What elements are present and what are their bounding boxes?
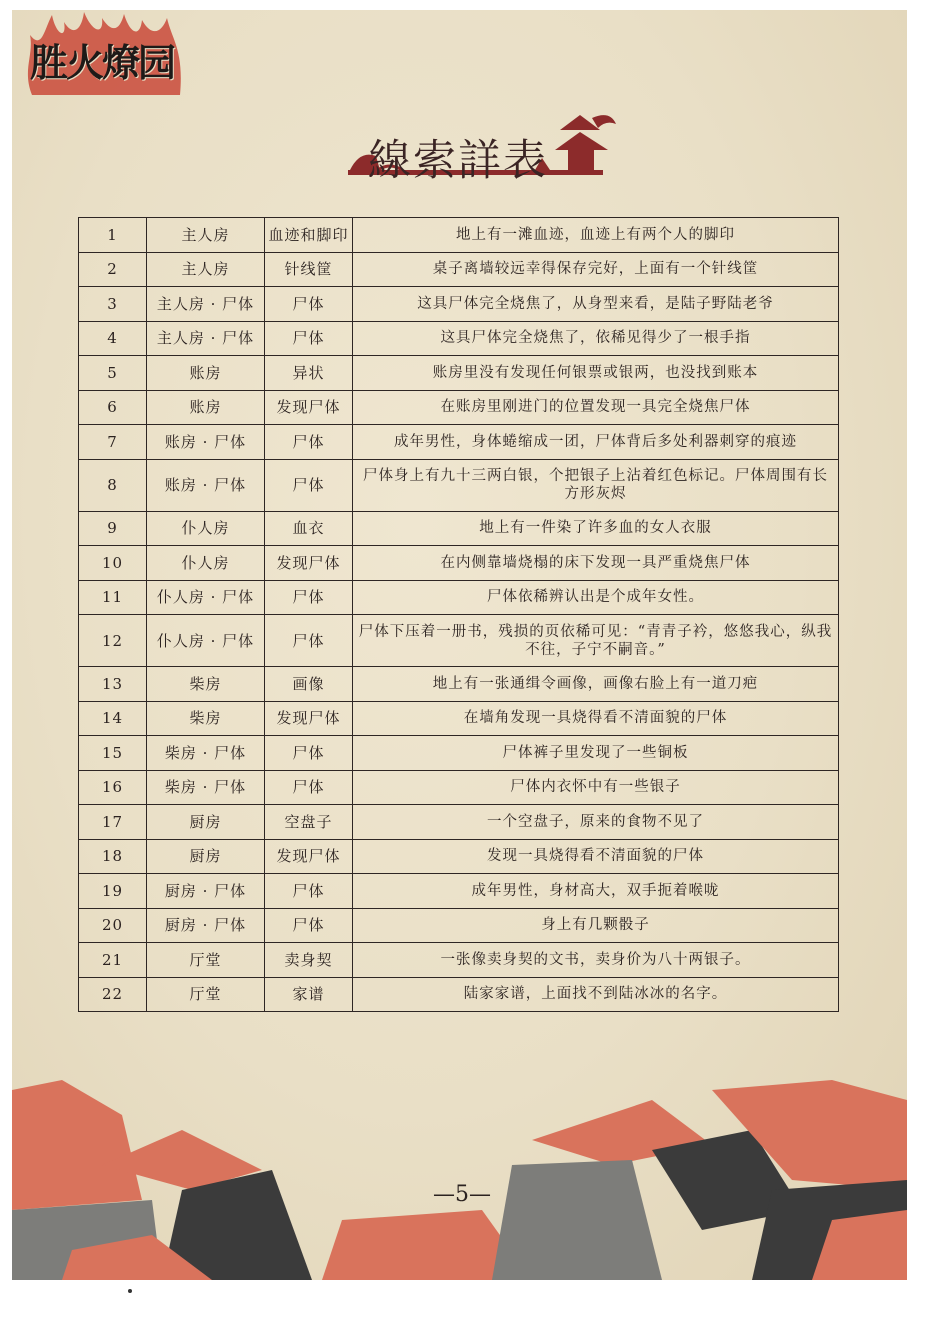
clue-description-cell: 成年男性，身材高大，双手扼着喉咙: [353, 874, 839, 909]
roof-silhouettes: [12, 1070, 907, 1280]
clue-id-cell: 4: [79, 321, 147, 356]
clue-description-cell: 发现一具烧得看不清面貌的尸体: [353, 839, 839, 874]
clue-description-cell: 地上有一件染了许多血的女人衣服: [353, 511, 839, 546]
page-number: —5—: [433, 1182, 491, 1207]
clue-description-cell: 一张像卖身契的文书，卖身价为八十两银子。: [353, 943, 839, 978]
clue-description-cell: 账房里没有发现任何银票或银两，也没找到账本: [353, 356, 839, 391]
clue-id-cell: 17: [79, 805, 147, 840]
clue-location-cell: 柴房 · 尸体: [147, 770, 265, 805]
clue-table: [78, 217, 839, 1012]
clue-id-cell: 10: [79, 546, 147, 581]
clue-location-cell: 厅堂: [147, 943, 265, 978]
clue-location-cell: 主人房: [147, 252, 265, 287]
clue-item-cell: 发现尸体: [265, 390, 353, 425]
clue-description-cell: 这具尸体完全烧焦了，从身型来看，是陆子野陆老爷: [353, 287, 839, 322]
clue-row: [79, 615, 839, 667]
clue-item-cell: 尸体: [265, 287, 353, 322]
clue-item-cell: 尸体: [265, 736, 353, 771]
clue-id-cell: 21: [79, 943, 147, 978]
clue-item-cell: 尸体: [265, 459, 353, 511]
clue-item-cell: 卖身契: [265, 943, 353, 978]
clue-row: [79, 252, 839, 287]
clue-location-cell: 厨房: [147, 839, 265, 874]
clue-description-cell: 这具尸体完全烧焦了，依稀见得少了一根手指: [353, 321, 839, 356]
clue-row: [79, 943, 839, 978]
clue-id-cell: 12: [79, 615, 147, 667]
clue-table-body: [79, 218, 839, 1012]
clue-id-cell: 9: [79, 511, 147, 546]
clue-description-cell: 尸体下压着一册书，残损的页依稀可见：“青青子衿，悠悠我心，纵我不往，子宁不嗣音。”: [353, 615, 839, 667]
clue-location-cell: 仆人房: [147, 546, 265, 581]
clue-id-cell: 13: [79, 667, 147, 702]
clue-id-cell: 15: [79, 736, 147, 771]
clue-row: [79, 321, 839, 356]
clue-description-cell: 尸体裤子里发现了一些铜板: [353, 736, 839, 771]
clue-row: [79, 218, 839, 253]
clue-item-cell: 尸体: [265, 615, 353, 667]
clue-row: [79, 667, 839, 702]
clue-description-cell: 地上有一滩血迹，血迹上有两个人的脚印: [353, 218, 839, 253]
clue-item-cell: 尸体: [265, 770, 353, 805]
page-paper: [12, 10, 907, 1280]
clue-row: [79, 459, 839, 511]
clue-row: [79, 511, 839, 546]
clue-description-cell: 在墙角发现一具烧得看不清面貌的尸体: [353, 701, 839, 736]
clue-row: [79, 874, 839, 909]
clue-location-cell: 主人房 · 尸体: [147, 321, 265, 356]
clue-description-cell: 在账房里刚进门的位置发现一具完全烧焦尸体: [353, 390, 839, 425]
clue-item-cell: 尸体: [265, 874, 353, 909]
clue-id-cell: 16: [79, 770, 147, 805]
clue-row: [79, 356, 839, 391]
clue-item-cell: 家谱: [265, 977, 353, 1012]
clue-row: [79, 908, 839, 943]
clue-id-cell: 8: [79, 459, 147, 511]
clue-id-cell: 6: [79, 390, 147, 425]
clue-location-cell: 厨房 · 尸体: [147, 908, 265, 943]
clue-id-cell: 18: [79, 839, 147, 874]
clue-description-cell: 在内侧靠墙烧榻的床下发现一具严重烧焦尸体: [353, 546, 839, 581]
clue-item-cell: 血迹和脚印: [265, 218, 353, 253]
clue-row: [79, 287, 839, 322]
clue-item-cell: 发现尸体: [265, 546, 353, 581]
clue-location-cell: 厨房: [147, 805, 265, 840]
clue-id-cell: 14: [79, 701, 147, 736]
scan-speck: [128, 1289, 132, 1293]
clue-item-cell: 针线筐: [265, 252, 353, 287]
clue-item-cell: 异状: [265, 356, 353, 391]
clue-description-cell: 成年男性，身体蜷缩成一团，尸体背后多处利器刺穿的痕迹: [353, 425, 839, 460]
clue-description-cell: 桌子离墙较远幸得保存完好，上面有一个针线筐: [353, 252, 839, 287]
clue-location-cell: 账房 · 尸体: [147, 459, 265, 511]
clue-item-cell: 空盘子: [265, 805, 353, 840]
clue-id-cell: 3: [79, 287, 147, 322]
clue-row: [79, 390, 839, 425]
clue-item-cell: 发现尸体: [265, 701, 353, 736]
clue-row: [79, 805, 839, 840]
clue-item-cell: 画像: [265, 667, 353, 702]
clue-item-cell: 血衣: [265, 511, 353, 546]
clue-row: [79, 546, 839, 581]
clue-row: [79, 977, 839, 1012]
clue-location-cell: 柴房: [147, 667, 265, 702]
clue-row: [79, 425, 839, 460]
clue-item-cell: 尸体: [265, 908, 353, 943]
clue-location-cell: 主人房 · 尸体: [147, 287, 265, 322]
clue-id-cell: 1: [79, 218, 147, 253]
clue-item-cell: 尸体: [265, 425, 353, 460]
clue-description-cell: 地上有一张通缉令画像，画像右脸上有一道刀疤: [353, 667, 839, 702]
clue-row: [79, 701, 839, 736]
clue-row: [79, 580, 839, 615]
clue-item-cell: 发现尸体: [265, 839, 353, 874]
clue-id-cell: 2: [79, 252, 147, 287]
clue-id-cell: 20: [79, 908, 147, 943]
clue-location-cell: 账房 · 尸体: [147, 425, 265, 460]
clue-id-cell: 11: [79, 580, 147, 615]
clue-location-cell: 仆人房 · 尸体: [147, 615, 265, 667]
clue-location-cell: 柴房 · 尸体: [147, 736, 265, 771]
page-title: 線索詳表: [368, 136, 548, 186]
clue-location-cell: 柴房: [147, 701, 265, 736]
clue-item-cell: 尸体: [265, 580, 353, 615]
clue-location-cell: 厨房 · 尸体: [147, 874, 265, 909]
clue-row: [79, 736, 839, 771]
clue-description-cell: 尸体依稀辨认出是个成年女性。: [353, 580, 839, 615]
clue-location-cell: 仆人房 · 尸体: [147, 580, 265, 615]
clue-id-cell: 22: [79, 977, 147, 1012]
clue-item-cell: 尸体: [265, 321, 353, 356]
clue-description-cell: 身上有几颗骰子: [353, 908, 839, 943]
clue-description-cell: 一个空盘子，原来的食物不见了: [353, 805, 839, 840]
clue-id-cell: 5: [79, 356, 147, 391]
clue-description-cell: 陆家家谱，上面找不到陆冰冰的名字。: [353, 977, 839, 1012]
clue-id-cell: 7: [79, 425, 147, 460]
clue-row: [79, 770, 839, 805]
clue-row: [79, 839, 839, 874]
clue-location-cell: 仆人房: [147, 511, 265, 546]
clue-description-cell: 尸体身上有九十三两白银，个把银子上沾着红色标记。尸体周围有长方形灰烬: [353, 459, 839, 511]
clue-location-cell: 账房: [147, 390, 265, 425]
brand-logo-text: 胜火燎园: [30, 40, 175, 85]
clue-location-cell: 厅堂: [147, 977, 265, 1012]
clue-id-cell: 19: [79, 874, 147, 909]
clue-location-cell: 账房: [147, 356, 265, 391]
clue-description-cell: 尸体内衣怀中有一些银子: [353, 770, 839, 805]
clue-location-cell: 主人房: [147, 218, 265, 253]
